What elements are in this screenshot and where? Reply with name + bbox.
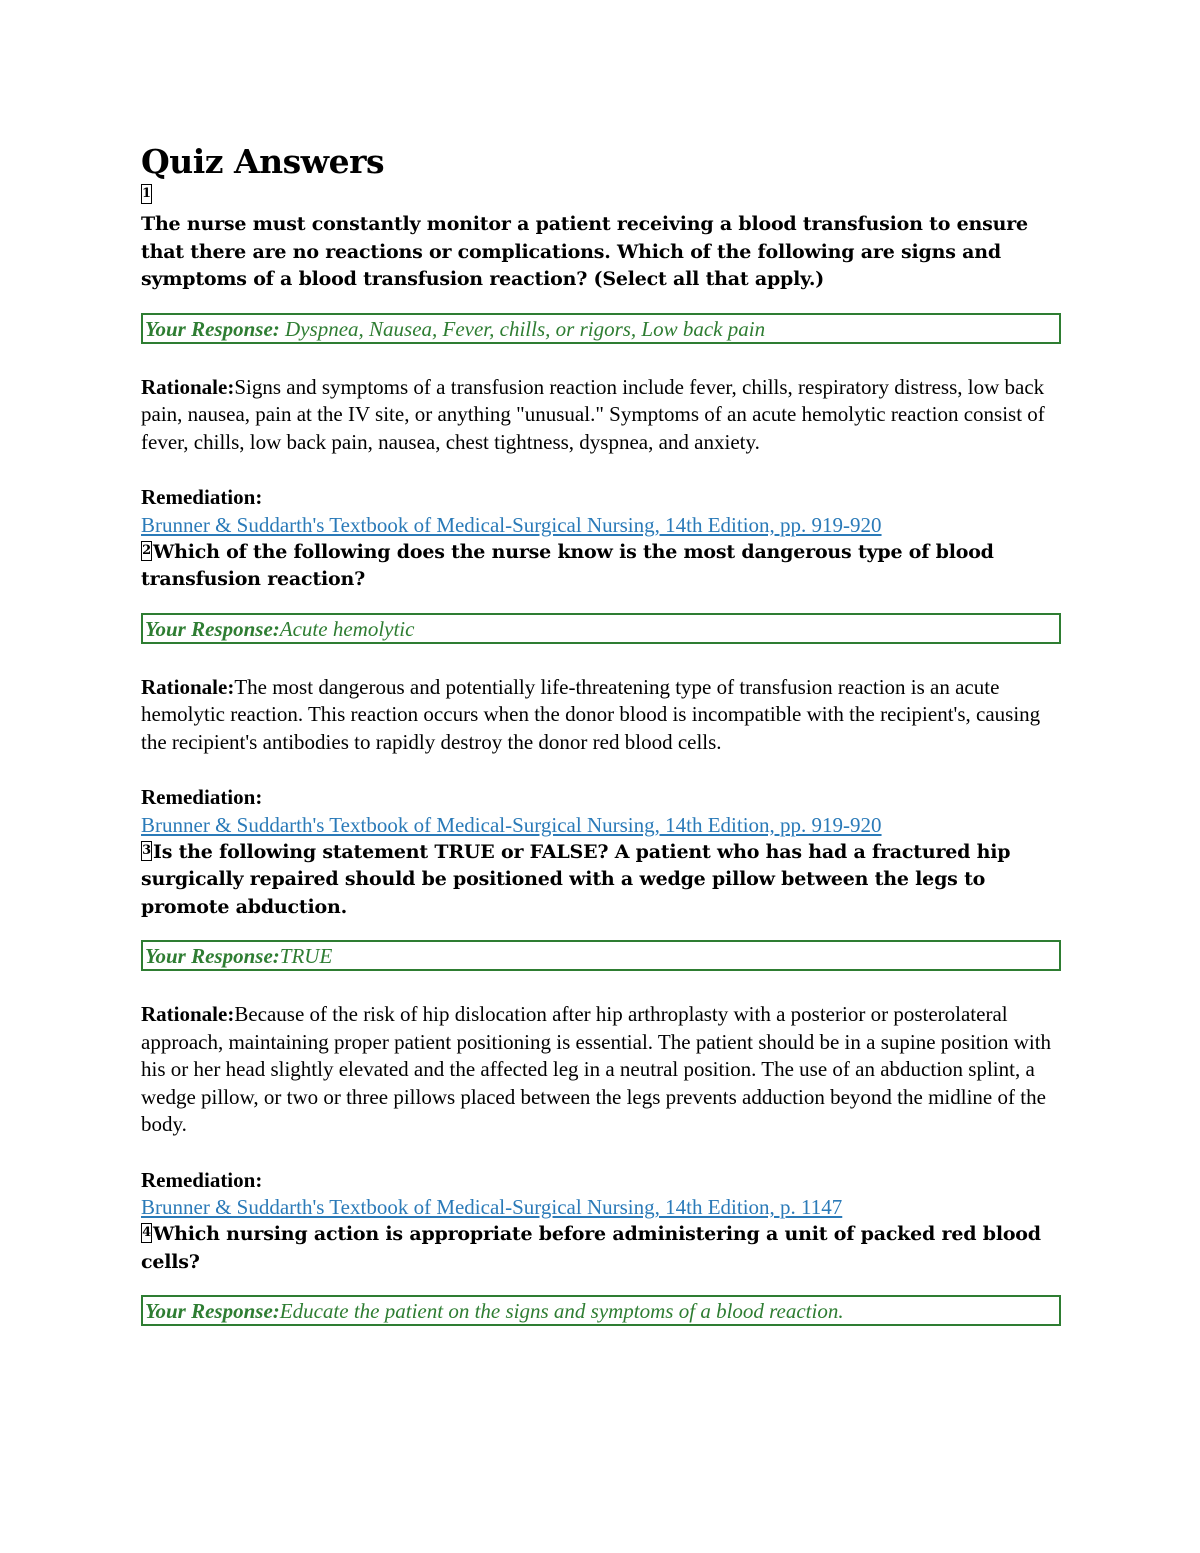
- question-number-marker: 1: [141, 184, 152, 204]
- response-label: Your Response:: [145, 944, 280, 968]
- question-text-content: Which nursing action is appropriate before administering a unit of packed red blood cells?: [141, 1223, 1041, 1273]
- remediation-label: Remediation:: [141, 1167, 263, 1192]
- rationale-text: Signs and symptoms of a transfusion reaction include fever, chills, respiratory distress, low back pain, nausea, pain at the IV site, or anything "unusual." Symptoms of an acute hemolytic reaction consist of fever, chills, low back pain, nausea, chest tightness, dyspnea, and anxiety.: [141, 374, 1045, 454]
- question-text: The nurse must constantly monitor a patient receiving a blood transfusion to ensure that there are no reactions or complications. Which of the following are signs and symptoms of a blood transfusion reaction? (Select all that apply.): [141, 213, 1028, 290]
- response-label: Your Response:: [145, 316, 280, 341]
- response-label: Your Response:: [145, 1299, 280, 1323]
- question-block-2: [141, 539, 1061, 839]
- question-number-row: [141, 184, 1061, 211]
- response-value: TRUE: [279, 944, 333, 968]
- question-text: [141, 539, 1061, 594]
- remediation-reference-link[interactable]: Brunner & Suddarth's Textbook of Medical-Surgical Nursing, 14th Edition, pp. 919-920: [141, 812, 882, 837]
- rationale-label: Rationale:: [141, 374, 235, 399]
- remediation-reference-link[interactable]: Brunner & Suddarth's Textbook of Medical-Surgical Nursing, 14th Edition, pp. 919-920: [141, 512, 882, 537]
- response-label: Your Response:: [145, 616, 280, 641]
- rationale-text: Because of the risk of hip dislocation after hip arthroplasty with a posterior or posterolateral approach, maintaining proper patient positioning is essential. The patient should be in a supine position with his or her head slightly elevated and the affected leg in a neutral position. The use of an abduction splint, a wedge pillow, or two or three pillows placed between the legs prevents adduction beyond the midline of the body.: [141, 1002, 1052, 1136]
- rationale: [141, 674, 1061, 757]
- question-text: [141, 839, 1061, 922]
- response-value: Educate the patient on the signs and symptoms of a blood reaction.: [279, 1299, 844, 1323]
- response-value: Dyspnea, Nausea, Fever, chills, or rigors, Low back pain: [279, 316, 766, 341]
- rationale-text: The most dangerous and potentially life-threatening type of transfusion reaction is an acute hemolytic reaction. This reaction occurs when the donor blood is incompatible with the recipient's, causing the recipient's antibodies to rapidly destroy the donor red blood cells.: [141, 674, 1041, 754]
- question-number-marker: 3: [141, 841, 152, 861]
- question-text: [141, 1221, 1061, 1276]
- response-box: [141, 613, 1061, 644]
- question-number-marker: 2: [141, 541, 152, 561]
- response-box: [141, 940, 1061, 971]
- rationale: [141, 1001, 1061, 1139]
- remediation-label: Remediation:: [141, 485, 263, 509]
- response-value: Acute hemolytic: [279, 616, 415, 641]
- page-title: Quiz Answers: [141, 142, 385, 181]
- question-text-content: Which of the following does the nurse know is the most dangerous type of blood transfusion reaction?: [141, 540, 994, 590]
- question-number-marker: 4: [141, 1223, 152, 1243]
- document-page: [141, 140, 1061, 1326]
- question-block-4: [141, 1221, 1061, 1326]
- response-box: [141, 313, 1061, 344]
- remediation-label: Remediation:: [141, 785, 263, 809]
- remediation-reference-link[interactable]: Brunner & Suddarth's Textbook of Medical-Surgical Nursing, 14th Edition, p. 1147: [141, 1195, 843, 1219]
- question-block-3: [141, 839, 1061, 1222]
- rationale-label: Rationale:: [141, 1002, 235, 1026]
- question-text-content: Is the following statement TRUE or FALSE? A patient who has had a fractured hip surgically repaired should be positioned with a wedge pillow between the legs to promote abduction.: [141, 840, 1011, 918]
- question-block-1: [141, 184, 1061, 539]
- rationale-label: Rationale:: [141, 674, 235, 699]
- rationale: [141, 374, 1061, 457]
- response-box: [141, 1295, 1061, 1326]
